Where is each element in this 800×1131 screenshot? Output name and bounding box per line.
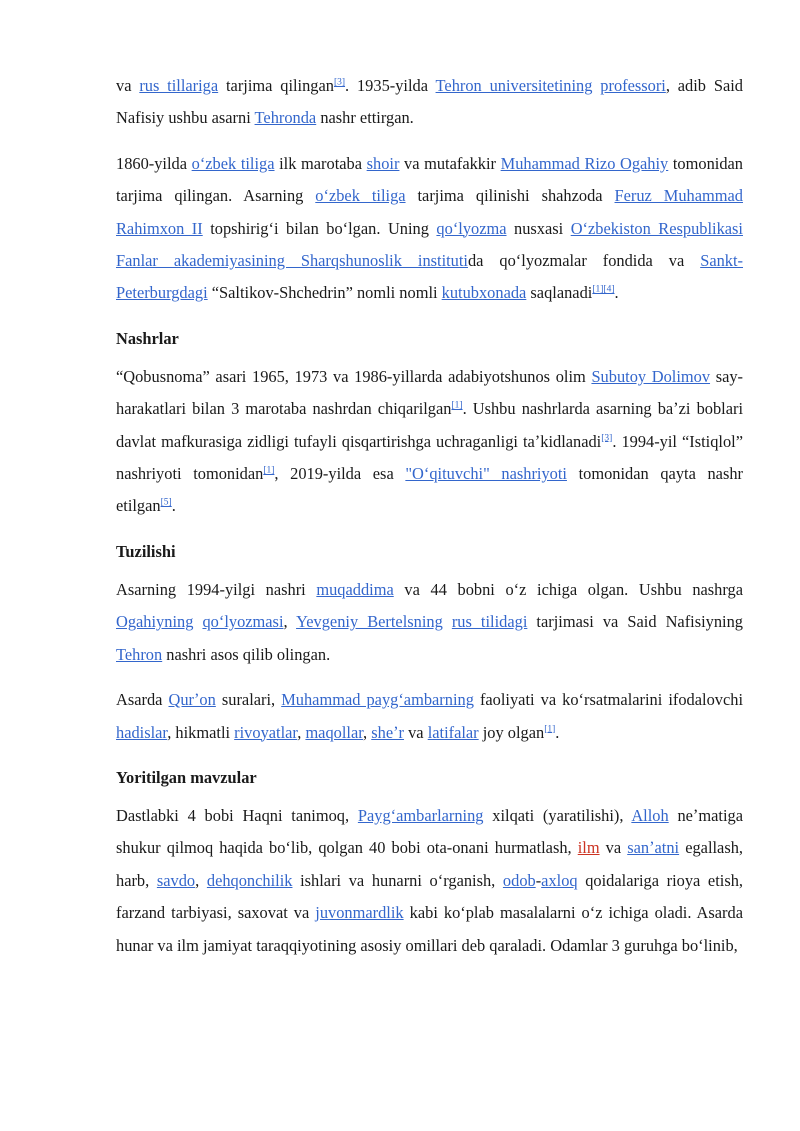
text-run: . 1994-yil “Istiqlol” nashriyoti tomonidan xyxy=(116,431,743,484)
wiki-link[interactable]: oʻzbek tiliga xyxy=(191,153,275,173)
text-run: Dastlabki 4 bobi Haqni tanimoq, xyxy=(116,805,358,825)
wiki-link[interactable]: Subutoy Dolimov xyxy=(591,366,711,386)
citation-link[interactable]: [3] xyxy=(601,433,613,444)
citation-ref xyxy=(544,724,555,734)
paragraph xyxy=(116,684,743,749)
wiki-link[interactable]: Muhammad Rizo Ogahiy xyxy=(500,153,669,173)
text-run: Asarning 1994-yilgi nashri xyxy=(116,579,317,599)
citation-ref xyxy=(601,433,612,443)
paragraph xyxy=(116,148,743,310)
text-run: nashri asos qilib olingan. xyxy=(162,644,331,664)
text-run: . xyxy=(555,722,560,742)
text-run: , hikmatli xyxy=(167,722,235,742)
citation-ref xyxy=(451,401,462,411)
text-run: neʼmatiga shukur qilmoq haqida boʻlib, qolgan 40 bobi ota-onani hurmatlash, xyxy=(116,805,743,858)
text-run: ishlari va hunarni oʻrganish, xyxy=(292,870,503,890)
text-run: saqlanadi xyxy=(526,283,593,303)
text-run: 1860-yilda xyxy=(116,153,192,173)
wiki-link[interactable]: Muhammad paygʻambarning xyxy=(281,690,474,710)
text-run: qoidalariga rioya etish, farzand tarbiyasi, saxovat va xyxy=(116,870,743,923)
citation-link[interactable]: [1] xyxy=(263,465,275,476)
wiki-link[interactable]: dehqonchilik xyxy=(206,870,293,890)
text-run: “Qobusnoma” asari 1965, 1973 va 1986-yillarda adabiyotshunos olim xyxy=(116,366,592,386)
wiki-link[interactable]: axloq xyxy=(541,870,578,890)
paragraph xyxy=(116,800,743,962)
wiki-link[interactable]: muqaddima xyxy=(316,579,394,599)
text-run: va xyxy=(404,722,428,742)
text-run: tarjimasi va Said Nafisiyning xyxy=(527,612,743,632)
missing-article-link[interactable]: ilm xyxy=(577,838,600,858)
wiki-link[interactable]: rus tilidagi xyxy=(451,612,528,632)
text-run: . Ushbu nashrlarda asarning baʼzi boblari davlat mafkurasiga zidligi tufayli qisqartirishga uchraganligi taʼkidlanadi xyxy=(116,399,743,451)
wiki-link[interactable]: kutubxonada xyxy=(441,283,527,303)
wiki-link[interactable]: qoʻlyozma xyxy=(436,218,507,238)
wiki-link[interactable]: Yevgeniy Bertelsning xyxy=(296,612,443,632)
citation-link[interactable]: [5] xyxy=(160,498,172,508)
citation-ref xyxy=(334,78,345,88)
text-run: suralari, xyxy=(215,690,282,710)
text-run: , xyxy=(363,722,372,742)
citation-link[interactable]: [1][4] xyxy=(592,284,615,295)
citation-link[interactable]: [3] xyxy=(333,77,346,88)
paragraph xyxy=(116,574,743,671)
paragraph xyxy=(116,70,743,135)
citation-link[interactable]: [1] xyxy=(451,400,463,411)
citation-ref xyxy=(161,498,172,508)
text-run: ilk marotaba xyxy=(274,153,367,173)
text-run: faoliyati va koʻrsatmalarini ifodalovchi xyxy=(473,690,743,710)
section-heading: Tuzilishi xyxy=(116,541,176,561)
text-run: va 44 bobni oʻz ichiga olgan. Ushbu nashrga xyxy=(393,579,744,599)
wiki-link[interactable]: Sankt-Peterburgdagi xyxy=(116,251,743,303)
text-run: say-harakatlari bilan 3 marotaba nashrdan chiqarilgan xyxy=(116,366,743,419)
text-run: kabi koʻplab masalalarni oʻz ichiga oladi. Asarda hunar va ilm jamiyat taraqqiyotining asosiy omillari deb qaraladi. Odamlar 3 guruhga boʻlinib, xyxy=(116,903,743,955)
text-run: va xyxy=(116,76,140,95)
text-run: tomonidan qayta nashr etilgan xyxy=(116,464,743,516)
text-run: topshirigʻi bilan boʻlgan. Uning xyxy=(202,218,437,238)
wiki-link[interactable]: Alloh xyxy=(631,805,669,825)
paragraph xyxy=(116,361,743,523)
text-run xyxy=(443,612,452,631)
wiki-link[interactable]: Paygʻambarlarning xyxy=(357,805,484,825)
citation-ref xyxy=(263,466,274,476)
text-run: nashr ettirgan. xyxy=(316,108,414,128)
text-run: nusxasi xyxy=(506,218,571,238)
wiki-link[interactable]: rus tillariga xyxy=(139,76,219,95)
wiki-link[interactable]: juvonmardlik xyxy=(315,903,404,923)
text-run: , xyxy=(195,870,207,890)
wiki-link[interactable]: oʻzbek tiliga xyxy=(315,186,406,206)
text-run: va mutafakkir xyxy=(399,153,501,173)
wiki-link[interactable]: professori xyxy=(600,76,666,95)
text-run: , xyxy=(283,612,297,632)
section-heading: Nashrlar xyxy=(116,328,179,348)
text-run: tarjima qilinishi shahzoda xyxy=(405,186,615,206)
text-run: . 1935-yilda xyxy=(345,76,436,95)
wiki-link[interactable]: "Oʻqituvchi" nashriyoti xyxy=(405,464,567,484)
document-page xyxy=(116,70,743,975)
text-run: . xyxy=(171,496,176,516)
wiki-link[interactable]: Feruz Muhammad Rahimxon II xyxy=(116,186,743,238)
citation-link[interactable]: [1] xyxy=(544,724,556,735)
wiki-link[interactable]: Tehronda xyxy=(254,108,317,128)
text-run: joy olgan xyxy=(478,722,545,742)
text-run: Asarda xyxy=(116,690,169,710)
wiki-link[interactable]: odob xyxy=(502,870,536,890)
wiki-link[interactable]: sheʼr xyxy=(371,722,405,742)
text-run: va xyxy=(599,838,628,858)
text-run: da qoʻlyozmalar fondida va xyxy=(467,251,701,271)
wiki-link[interactable]: Tehron xyxy=(116,644,163,664)
text-run: xilqati (yaratilishi), xyxy=(483,805,632,825)
section-heading: Yoritilgan mavzular xyxy=(116,767,257,787)
text-run: , 2019-yilda esa xyxy=(274,464,406,484)
wiki-link[interactable]: Qurʼon xyxy=(168,690,216,710)
wiki-link[interactable]: shoir xyxy=(366,153,400,173)
citation-ref xyxy=(592,285,614,295)
wiki-link[interactable]: maqollar xyxy=(305,722,364,742)
wiki-link[interactable]: rivoyatlar xyxy=(234,722,298,742)
wiki-link[interactable]: sanʼatni xyxy=(627,838,680,858)
wiki-link[interactable]: Tehron universitetining xyxy=(435,76,593,95)
text-run: “Saltikov-Shchedrin” nomli nomli xyxy=(207,283,442,303)
wiki-link[interactable]: qoʻlyozmasi xyxy=(202,612,284,632)
wiki-link[interactable]: latifalar xyxy=(427,722,479,742)
wiki-link[interactable]: Oʻzbekiston Respublikasi Fanlar akademiyasining Sharqshunoslik instituti xyxy=(116,218,743,271)
text-run: tarjima qilingan xyxy=(218,76,334,95)
wiki-link[interactable]: Ogahiyning xyxy=(116,612,194,632)
wiki-link[interactable]: hadislar xyxy=(116,722,168,742)
text-run: tomonidan tarjima qilingan. Asarning xyxy=(116,153,743,206)
text-run: egallash, harb, xyxy=(116,838,743,890)
text-run: , adib Said Nafisiy ushbu asarni xyxy=(116,76,743,128)
wiki-link[interactable]: savdo xyxy=(156,870,196,890)
text-run: . xyxy=(614,283,619,303)
text-run: , xyxy=(297,722,306,742)
text-run: - xyxy=(535,870,542,890)
